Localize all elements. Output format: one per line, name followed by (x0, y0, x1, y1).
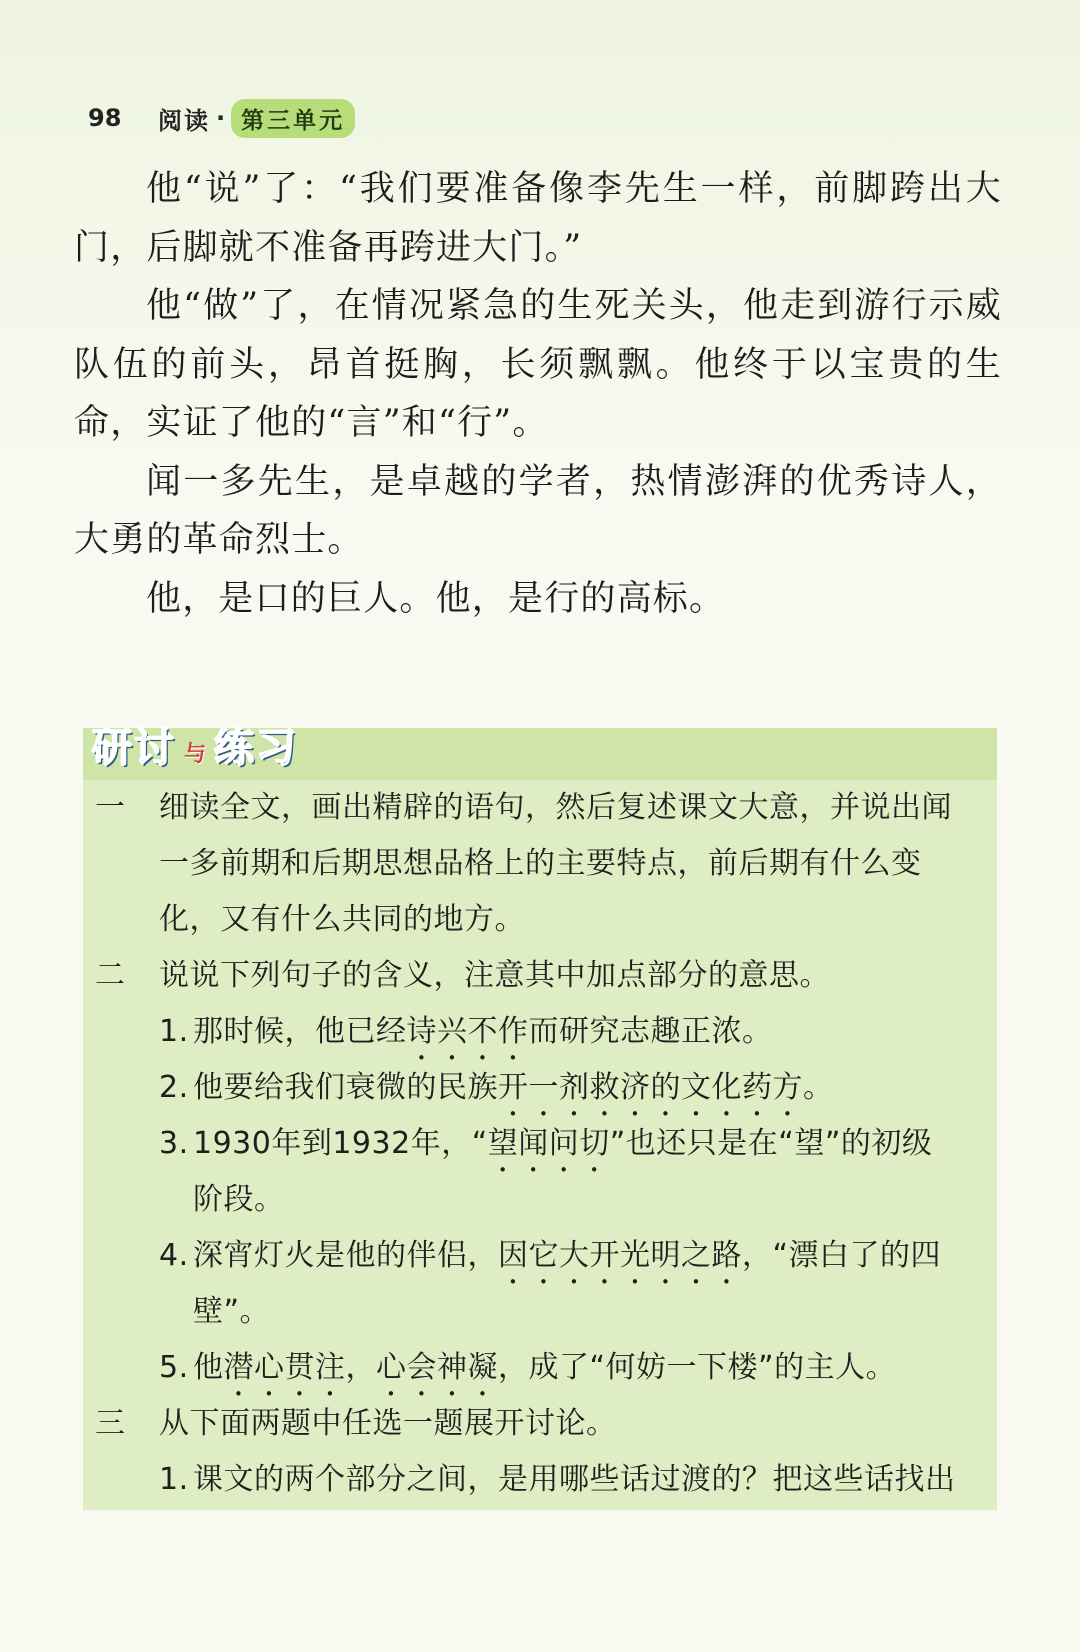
sub-item-text: 1930年到1932年，“ (193, 1126, 488, 1161)
sub-item-text: ， (345, 1350, 376, 1385)
paragraph: 闻一多先生，是卓越的学者，热情澎湃的优秀诗人，大勇的革命烈士。 (74, 461, 1002, 560)
sub-item-text: 他 (193, 1350, 224, 1385)
sub-item-number: 4. (159, 1238, 189, 1273)
sub-item (95, 1452, 990, 1508)
exercise-content (95, 780, 990, 1508)
paragraph: 他，是口的巨人。他，是行的高标。 (146, 578, 726, 619)
emphasized-text: 因它大开光明之路 (498, 1238, 742, 1273)
question-2 (95, 948, 990, 1004)
sub-item-number: 5. (159, 1350, 189, 1385)
sub-item (95, 1004, 990, 1060)
header-separator: · (216, 104, 226, 132)
page-header (88, 96, 355, 140)
paragraph: 他“做”了，在情况紧急的生死关头，他走到游行示威队伍的前头，昂首挺胸，长须飘飘。他终于以宝贵的生命，实证了他的“言”和“行”。 (74, 286, 1002, 443)
exercise-title-part2: 练习 (214, 725, 299, 771)
sub-item-text: 那时候，他已经 (193, 1014, 407, 1049)
sub-item-number: 3. (159, 1126, 189, 1161)
question-1 (95, 780, 990, 948)
page-number: 98 (88, 104, 122, 132)
sub-item-text: 课文的两个部分之间，是用哪些话过渡的？把这些话找出 (193, 1462, 956, 1497)
sub-item-number: 1. (159, 1462, 189, 1497)
sub-item-text: ，成了“何妨一下楼”的主人。 (498, 1350, 897, 1385)
question-text-line: 一多前期和后期思想品格上的主要特点，前后期有什么变 (159, 846, 922, 881)
question-text: 从下面两题中任选一题展开讨论。 (159, 1406, 617, 1441)
question-number: 一 (95, 790, 126, 825)
sub-item (95, 1060, 990, 1116)
question-3 (95, 1396, 990, 1452)
paragraph: 他“说”了：“我们要准备像李先生一样，前脚跨出大门，后脚就不准备再跨进大门。” (74, 169, 1002, 268)
exercise-title (92, 716, 298, 773)
question-text: 说说下列句子的含义，注意其中加点部分的意思。 (159, 958, 830, 993)
sub-item (95, 1340, 990, 1396)
sub-item-text: 。 (803, 1070, 834, 1105)
emphasized-text: 心会神凝 (376, 1350, 498, 1385)
emphasized-text: 望闻问切 (487, 1126, 610, 1161)
question-text-line: 化，又有什么共同的地方。 (159, 902, 525, 937)
sub-item-text: 他要给我们衰微的民族 (193, 1070, 498, 1105)
sub-item-text: 阶段。 (193, 1182, 285, 1217)
unit-badge: 第三单元 (231, 99, 355, 138)
emphasized-text: 诗兴不作 (406, 1014, 529, 1049)
sub-item-number: 2. (159, 1070, 189, 1105)
sub-item-text: 壁”。 (193, 1294, 271, 1329)
exercise-title-part1: 研讨 (92, 725, 176, 771)
sub-item (95, 1116, 990, 1228)
emphasized-text: 开一剂救济的文化药方 (498, 1070, 803, 1105)
sub-item-number: 1. (159, 1014, 189, 1049)
question-text-line: 细读全文，画出精辟的语句，然后复述课文大意，并说出闻 (159, 790, 952, 825)
question-number: 二 (95, 958, 126, 993)
sub-item-text: 深宵灯火是他的伴侣， (193, 1238, 498, 1273)
emphasized-text: 潜心贯注 (223, 1350, 346, 1385)
question-number: 三 (95, 1406, 126, 1441)
sub-item-text: 而研究志趣正浓。 (528, 1014, 773, 1049)
section-name: 阅读 (158, 106, 210, 135)
exercise-title-connector: 与 (184, 742, 207, 767)
sub-item (95, 1228, 990, 1340)
sub-item-text: ”也还只是在“望”的初级 (609, 1126, 933, 1161)
sub-item-text: ，“漂白了的四 (742, 1238, 942, 1273)
article-body (74, 160, 1002, 628)
